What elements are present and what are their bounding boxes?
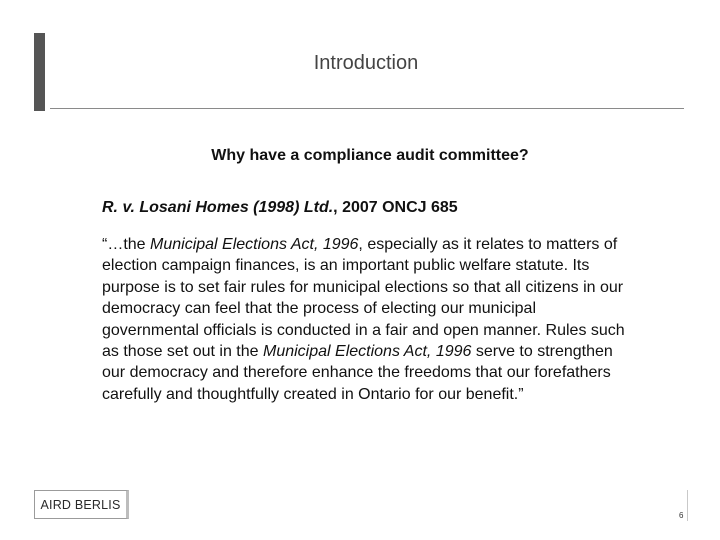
quote-part-2: , especially as it relates to matters of election campaign finances, is an important public welfare statute. Its purpose is to set fair rules for municipal elections so that all citizens in our democracy can feel that the process of electing our municipal governmental officials is conducted in a fair and open manner. Rules such as those set out in the — [102, 236, 625, 361]
title-divider — [50, 108, 684, 109]
logo-text: AIRD BERLIS — [40, 497, 121, 512]
act-name-2: Municipal Elections Act, 1996 — [263, 343, 472, 361]
aird-berlis-logo — [34, 490, 129, 519]
quote-part-3: serve to strengthen our democracy and therefore enhance the freedoms that our forefathers carefully and thoughtfully created in Ontario for our benefit.” — [102, 343, 613, 403]
section-question: Why have a compliance audit committee? — [211, 147, 529, 164]
slide-title: Introduction — [313, 52, 419, 74]
page-number: 6 — [679, 511, 684, 520]
judgment-quote — [102, 234, 630, 405]
case-citation — [102, 199, 458, 217]
case-reference: , 2007 ONCJ 685 — [333, 199, 458, 216]
act-name-1: Municipal Elections Act, 1996 — [150, 236, 359, 253]
quote-part-1: “…the — [102, 236, 151, 253]
title-accent-bar — [34, 33, 45, 111]
case-name: R. v. Losani Homes (1998) Ltd. — [102, 199, 334, 216]
page-number-divider — [687, 490, 688, 521]
